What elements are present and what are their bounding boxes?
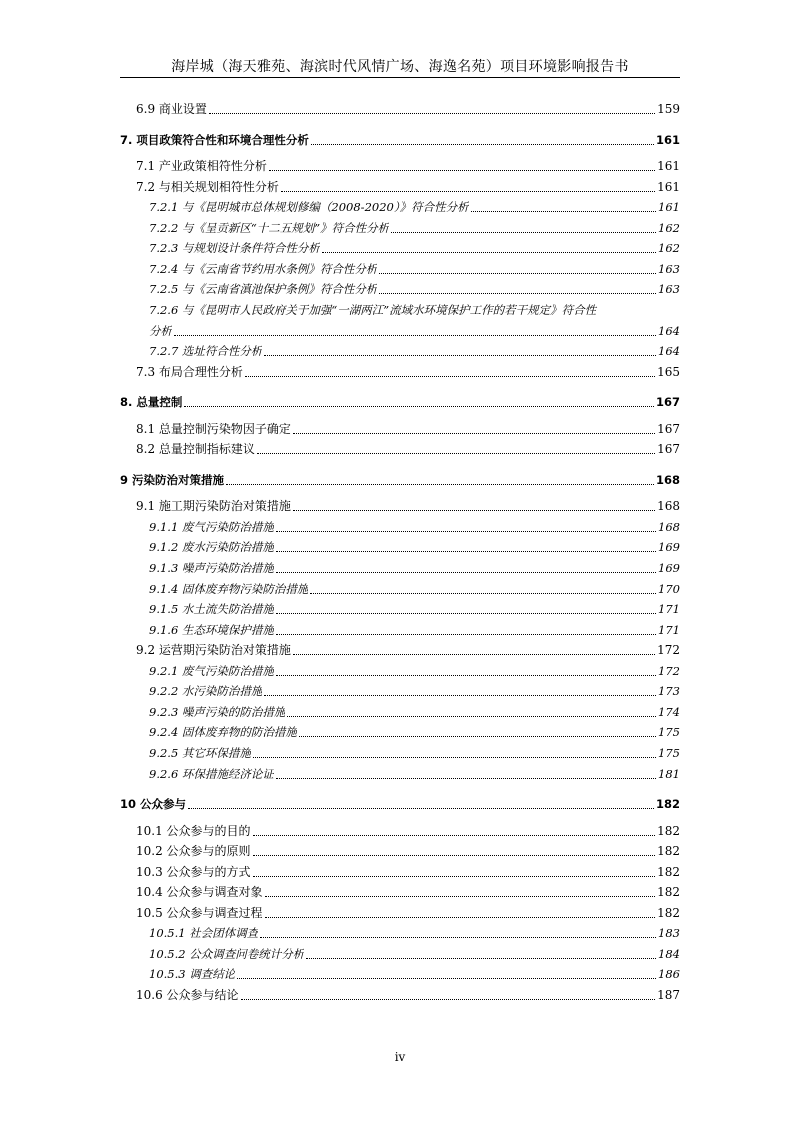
- toc-entry[interactable]: [120, 741, 680, 761]
- dot-leader: [276, 551, 656, 552]
- toc-page-number: 162: [658, 220, 680, 235]
- toc-page-number: 162: [658, 241, 680, 256]
- toc-entry-title: 9.1.6 生态环境保护措施: [149, 622, 274, 637]
- toc-entry[interactable]: [120, 880, 680, 900]
- toc-entry[interactable]: [120, 700, 680, 720]
- toc-page-number: 182: [655, 797, 680, 812]
- document-header: 海岸城（海天雅苑、海滨时代风情广场、海逸名苑）项目环境影响报告书: [171, 59, 629, 75]
- dot-leader: [276, 531, 656, 532]
- toc-entry[interactable]: [120, 577, 680, 597]
- dot-leader: [260, 937, 656, 938]
- toc-page-number: 167: [657, 421, 680, 436]
- toc-entry[interactable]: [120, 962, 680, 982]
- toc-entry-title: 7.2.7 选址符合性分析: [149, 344, 263, 359]
- toc-entry-title: 7.3 布局合理性分析: [136, 364, 243, 379]
- toc-page-number: 163: [658, 261, 680, 276]
- toc-entry[interactable]: [120, 720, 680, 740]
- toc-entry-title: 9.2.6 环保措施经济论证: [149, 766, 274, 781]
- toc-page-number: 168: [657, 499, 680, 514]
- toc-page-number: 172: [658, 663, 680, 678]
- toc-entry[interactable]: [120, 390, 680, 410]
- dot-leader: [253, 855, 656, 856]
- toc-page-number: 171: [658, 622, 680, 637]
- toc-page-number: 182: [657, 885, 680, 900]
- toc-entry-title: 10.5.3 调查结论: [149, 967, 236, 982]
- dot-leader: [265, 896, 656, 897]
- toc-entry-title: 9.2.4 固体废弃物的防治措施: [149, 725, 297, 740]
- toc-entry-title: 9.2.3 噪声污染的防治措施: [149, 704, 286, 719]
- toc-entry-title: 10.5 公众参与调查过程: [136, 905, 263, 920]
- dot-leader: [276, 634, 656, 635]
- toc-entry-title: 9.1.1 废气污染防治措施: [149, 519, 274, 534]
- toc-page-number: 182: [657, 823, 680, 838]
- toc-entry[interactable]: [120, 216, 680, 236]
- toc-page-number: 161: [655, 132, 680, 147]
- dot-leader: [241, 999, 656, 1000]
- toc-entry-title: 7.2 与相关规划相符性分析: [136, 179, 279, 194]
- toc-entry[interactable]: [120, 277, 680, 297]
- dot-leader: [226, 484, 654, 485]
- toc-page-number: 182: [657, 905, 680, 920]
- toc-page-number: 181: [658, 766, 680, 781]
- toc-entry-title: 7.2.4 与《云南省节约用水条例》符合性分析: [149, 261, 378, 276]
- toc-page-number: 173: [658, 684, 680, 699]
- dot-leader: [379, 293, 656, 294]
- dot-leader: [237, 978, 656, 979]
- toc-page-number: 172: [657, 643, 680, 658]
- toc-entry[interactable]: [120, 819, 680, 839]
- toc-page-number: 167: [657, 442, 680, 457]
- dot-leader: [287, 716, 656, 717]
- toc-entry-title: 分析: [149, 323, 172, 338]
- toc-entry[interactable]: [120, 515, 680, 535]
- dot-leader: [322, 252, 656, 253]
- toc-entry[interactable]: [120, 556, 680, 576]
- toc-entry[interactable]: [120, 236, 680, 256]
- toc-entry-title: 7.2.6 与《昆明市人民政府关于加强“一湖两江”流域水环境保护工作的若干规定》符合性: [149, 302, 597, 317]
- toc-page-number: 169: [658, 540, 680, 555]
- toc-page-number: 170: [658, 581, 680, 596]
- toc-page-number: 167: [655, 395, 680, 410]
- toc-entry[interactable]: [120, 942, 680, 962]
- dot-leader: [188, 808, 654, 809]
- dot-leader: [209, 113, 655, 114]
- toc-entry-title: 10 公众参与: [120, 797, 187, 812]
- dot-leader: [184, 406, 654, 407]
- toc-entry[interactable]: [120, 762, 680, 782]
- toc-page-number: 186: [658, 967, 680, 982]
- toc-entry[interactable]: [120, 618, 680, 638]
- toc-entry[interactable]: [120, 983, 680, 1003]
- dot-leader: [253, 757, 656, 758]
- toc-entry[interactable]: [120, 535, 680, 555]
- toc-page-number: 174: [658, 704, 680, 719]
- toc-page-number: 168: [658, 519, 680, 534]
- dot-leader: [311, 144, 654, 145]
- toc-entry[interactable]: [120, 901, 680, 921]
- toc-entry-title: 10.1 公众参与的目的: [136, 823, 251, 838]
- dot-leader: [276, 675, 656, 676]
- dot-leader: [306, 958, 656, 959]
- dot-leader: [264, 355, 656, 356]
- toc-entry-title: 8.1 总量控制污染物因子确定: [136, 421, 291, 436]
- dot-leader: [257, 453, 655, 454]
- dot-leader: [276, 778, 656, 779]
- toc-entry[interactable]: [120, 128, 680, 148]
- toc-page-number: 161: [657, 159, 680, 174]
- toc-page-number: 169: [658, 561, 680, 575]
- toc-entry[interactable]: [120, 154, 680, 174]
- toc-page-number: 175: [658, 745, 680, 760]
- toc-entry-title: 9.2.5 其它环保措施: [149, 745, 251, 760]
- toc-entry-title: 9.1.3 噪声污染防治措施: [149, 561, 274, 575]
- dot-leader: [310, 593, 656, 594]
- toc-page-number: 164: [658, 323, 680, 338]
- toc-page-number: 168: [655, 472, 680, 487]
- toc-entry[interactable]: [120, 437, 680, 457]
- dot-leader: [264, 695, 656, 696]
- dot-leader: [391, 232, 656, 233]
- dot-leader: [293, 433, 655, 434]
- toc-entry-title: 9.1.5 水土流失防治措施: [149, 602, 274, 617]
- toc-page-number: 165: [657, 364, 680, 379]
- toc-page-number: 187: [657, 988, 680, 1002]
- toc-entry-title: 9.1 施工期污染防治对策措施: [136, 499, 291, 514]
- toc-page-number: 182: [657, 864, 680, 879]
- toc-entry[interactable]: [120, 319, 680, 339]
- toc-entry-title: 7.2.2 与《呈贡新区“十二五规划”》符合性分析: [149, 220, 390, 235]
- toc-entry-title: 7.2.3 与规划设计条件符合性分析: [149, 241, 320, 256]
- toc-entry[interactable]: [120, 839, 680, 859]
- dot-leader: [276, 613, 656, 614]
- toc-entry[interactable]: [120, 921, 680, 941]
- dot-leader: [245, 376, 655, 377]
- toc-entry-title: 10.5.2 公众调查问卷统计分析: [149, 946, 305, 961]
- toc-page-number: 161: [658, 200, 680, 215]
- toc-entry-title: 7.1 产业政策相符性分析: [136, 159, 267, 174]
- toc-entry-title: 9.2.1 废气污染防治措施: [149, 663, 274, 678]
- toc-entry[interactable]: [120, 97, 680, 117]
- toc-entry-title: 10.5.1 社会团体调查: [149, 926, 259, 941]
- toc-page-number: 182: [657, 844, 680, 859]
- toc-page-number: 184: [658, 946, 680, 961]
- dot-leader: [281, 191, 655, 192]
- toc-entry-title: 7.2.5 与《云南省滇池保护条例》符合性分析: [149, 282, 378, 297]
- toc-entry-title: 6.9 商业设置: [136, 102, 207, 116]
- dot-leader: [269, 170, 655, 171]
- toc-entry-title: 9.1.4 固体废弃物污染防治措施: [149, 581, 309, 596]
- toc-entry-title: 10.3 公众参与的方式: [136, 864, 251, 879]
- toc-entry[interactable]: [120, 195, 680, 215]
- dot-leader: [253, 876, 656, 877]
- toc-entry-title: 7.2.1 与《昆明城市总体规划修编（2008-2020）》符合性分析: [149, 200, 469, 215]
- toc-page-number: 183: [658, 926, 680, 941]
- toc-page-number: 164: [658, 344, 680, 359]
- toc-entry-title: 7. 项目政策符合性和环境合理性分析: [120, 132, 309, 147]
- toc-entry[interactable]: [120, 638, 680, 658]
- toc-entry-title: 8.2 总量控制指标建议: [136, 442, 255, 457]
- toc-page-number: 159: [657, 102, 680, 116]
- toc-entry-title: 10.2 公众参与的原则: [136, 844, 251, 859]
- toc-entry[interactable]: [120, 659, 680, 679]
- toc-entry-title: 9 污染防治对策措施: [120, 472, 225, 487]
- toc-entry-line[interactable]: [149, 298, 680, 318]
- toc-entry-title: 9.2.2 水污染防治措施: [149, 684, 263, 699]
- toc-entry[interactable]: [120, 494, 680, 514]
- toc-entry[interactable]: [120, 175, 680, 195]
- header-rule: [120, 77, 680, 78]
- toc-page-number: 163: [658, 282, 680, 297]
- toc-entry[interactable]: [120, 468, 680, 488]
- dot-leader: [276, 572, 656, 573]
- toc-entry[interactable]: [120, 792, 680, 812]
- toc-entry[interactable]: [120, 360, 680, 380]
- toc-page-number: 171: [658, 602, 680, 617]
- dot-leader: [471, 211, 656, 212]
- toc-page-number: 175: [658, 725, 680, 740]
- toc-entry[interactable]: [120, 860, 680, 880]
- toc-entry-title: 9.1.2 废水污染防治措施: [149, 540, 274, 555]
- dot-leader: [174, 335, 656, 336]
- dot-leader: [253, 835, 656, 836]
- dot-leader: [265, 917, 656, 918]
- toc-entry-title: 10.4 公众参与调查对象: [136, 885, 263, 900]
- dot-leader: [299, 736, 656, 737]
- toc-entry[interactable]: [120, 339, 680, 359]
- dot-leader: [293, 510, 655, 511]
- toc-entry[interactable]: [120, 417, 680, 437]
- toc-entry[interactable]: [120, 597, 680, 617]
- toc-entry[interactable]: [120, 257, 680, 277]
- toc-entry[interactable]: [120, 679, 680, 699]
- dot-leader: [293, 654, 655, 655]
- toc-page-number: 161: [657, 179, 680, 194]
- toc-entry-title: 10.6 公众参与结论: [136, 988, 239, 1002]
- toc-entry-title: 9.2 运营期污染防治对策措施: [136, 643, 291, 658]
- toc-entry-title: 8. 总量控制: [120, 395, 183, 410]
- page-number: iv: [394, 1050, 406, 1064]
- dot-leader: [379, 273, 656, 274]
